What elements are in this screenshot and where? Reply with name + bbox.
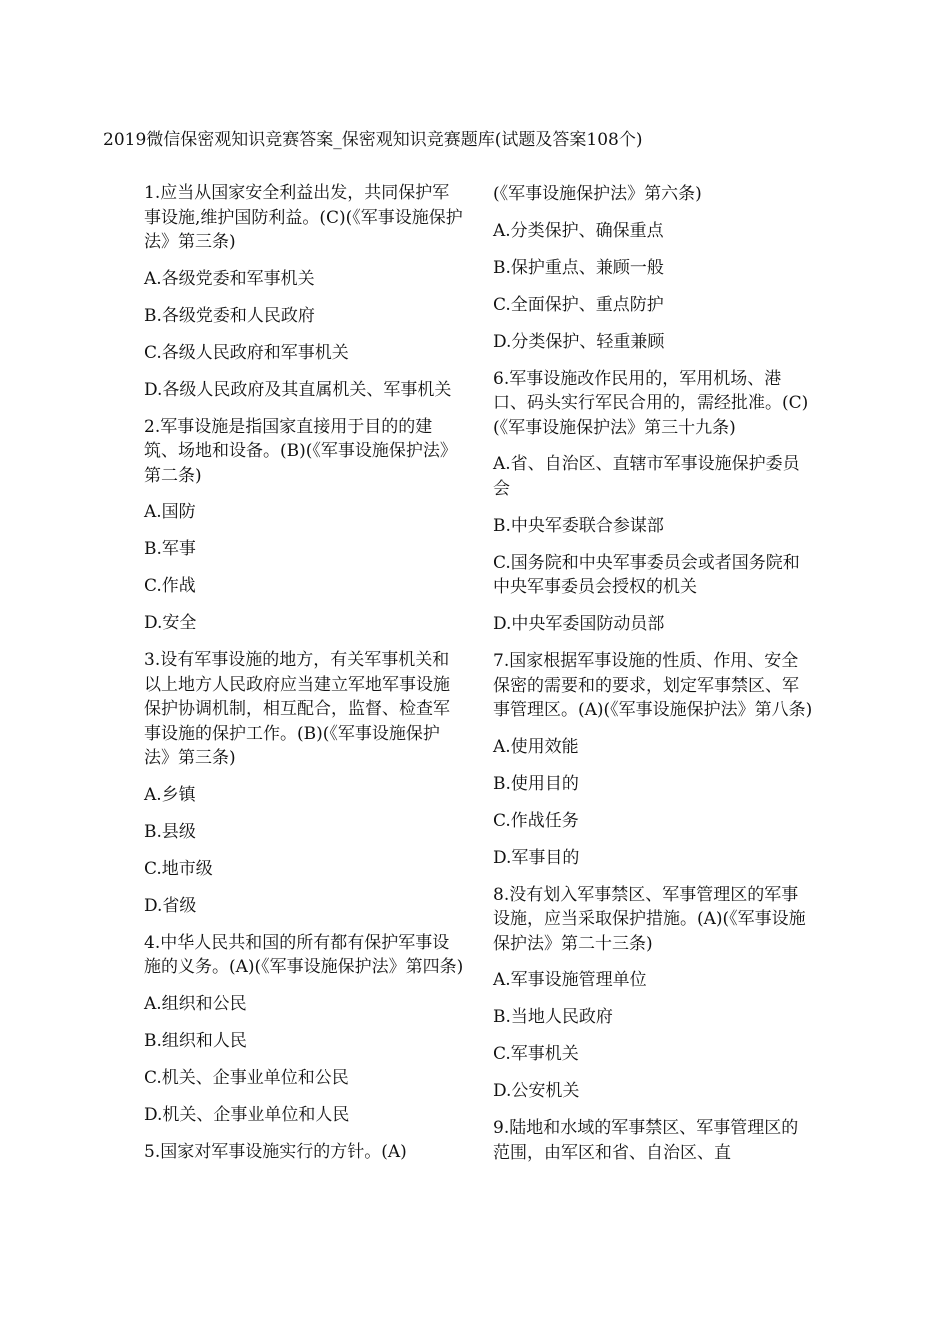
answer-option: D.中央军委国防动员部 [493, 614, 665, 634]
answer-option: A.军事设施管理单位 [493, 970, 647, 990]
answer-option: A.乡镇 [144, 784, 196, 805]
question-text: 6.军事设施改作民用的，军用机场、港口、码头实行军民合用的，需经批准。(C)(《军事设施保护法》第三十九条) [493, 368, 809, 438]
answer-option: D.军事目的 [493, 847, 580, 868]
answer-option: C.军事机关 [493, 1044, 579, 1064]
answer-option: C.全面保护、重点防护 [493, 294, 664, 315]
question-text: 4.中华人民共和国的所有都有保护军事设施的义务。(A)(《军事设施保护法》第四条) [144, 932, 464, 977]
answer-option: B.各级党委和人民政府 [144, 305, 315, 326]
question-text: 1.应当从国家安全利益出发，共同保护军事设施,维护国防利益。(C)(《军事设施保护法》第三条) [144, 183, 463, 252]
answer-option: C.作战 [144, 576, 196, 596]
answer-option: D.各级人民政府及其直属机关、军事机关 [144, 379, 452, 400]
question-text: 3.设有军事设施的地方，有关军事机关和以上地方人民政府应当建立军地军事设施保护协调机制，相互配合，监督、检查军事设施的保护工作。(B)(《军事设施保护法》第三条) [144, 650, 450, 768]
left-column [144, 181, 464, 1176]
question-text: 2.军事设施是指国家直接用于目的的建筑、场地和设备。(B)(《军事设施保护法》第二条) [144, 416, 457, 486]
answer-option: A.省、自治区、直辖市军事设施保护委员会 [493, 454, 800, 499]
answer-option: C.机关、企事业单位和公民 [144, 1067, 349, 1088]
answer-option: D.机关、企事业单位和人民 [144, 1104, 350, 1125]
document-title: 2019微信保密观知识竞赛答案_保密观知识竞赛题库(试题及答案108个) [103, 130, 643, 150]
answer-option: B.军事 [144, 539, 196, 559]
answer-option: C.各级人民政府和军事机关 [144, 342, 349, 363]
question-text: 8.没有划入军事禁区、军事管理区的军事设施，应当采取保护措施。(A)(《军事设施保护法》第二十三条) [493, 884, 806, 954]
question-text: 7.国家根据军事设施的性质、作用、安全保密的需要和的要求，划定军事禁区、军事管理区。(A)(《军事设施保护法》第八条) [493, 651, 813, 720]
answer-option: B.组织和人民 [144, 1030, 247, 1051]
answer-option: C.地市级 [144, 858, 213, 879]
answer-option: B.使用目的 [493, 773, 579, 794]
answer-option: B.中央军委联合参谋部 [493, 515, 664, 536]
answer-option: C.国务院和中央军事委员会或者国务院和中央军事委员会授权的机关 [493, 552, 800, 597]
answer-option: D.省级 [144, 895, 197, 916]
answer-option: A.使用效能 [493, 736, 579, 757]
question-text: 9.陆地和水域的军事禁区、军事管理区的范围，由军区和省、自治区、直 [493, 1118, 799, 1163]
answer-option: D.公安机关 [493, 1081, 580, 1101]
answer-option: B.县级 [144, 821, 196, 842]
answer-option: D.安全 [144, 613, 197, 633]
answer-option: A.国防 [144, 502, 196, 522]
question-text: (《军事设施保护法》第六条) [493, 184, 702, 204]
question-text: 5.国家对军事设施实行的方针。(A) [144, 1141, 407, 1162]
right-column [493, 182, 813, 1177]
answer-option: B.当地人民政府 [493, 1007, 613, 1027]
answer-option: D.分类保护、轻重兼顾 [493, 331, 665, 352]
answer-option: A.各级党委和军事机关 [144, 268, 315, 289]
answer-option: B.保护重点、兼顾一般 [493, 257, 664, 278]
answer-option: A.组织和公民 [144, 993, 247, 1014]
answer-option: C.作战任务 [493, 810, 579, 831]
answer-option: A.分类保护、确保重点 [493, 220, 664, 241]
